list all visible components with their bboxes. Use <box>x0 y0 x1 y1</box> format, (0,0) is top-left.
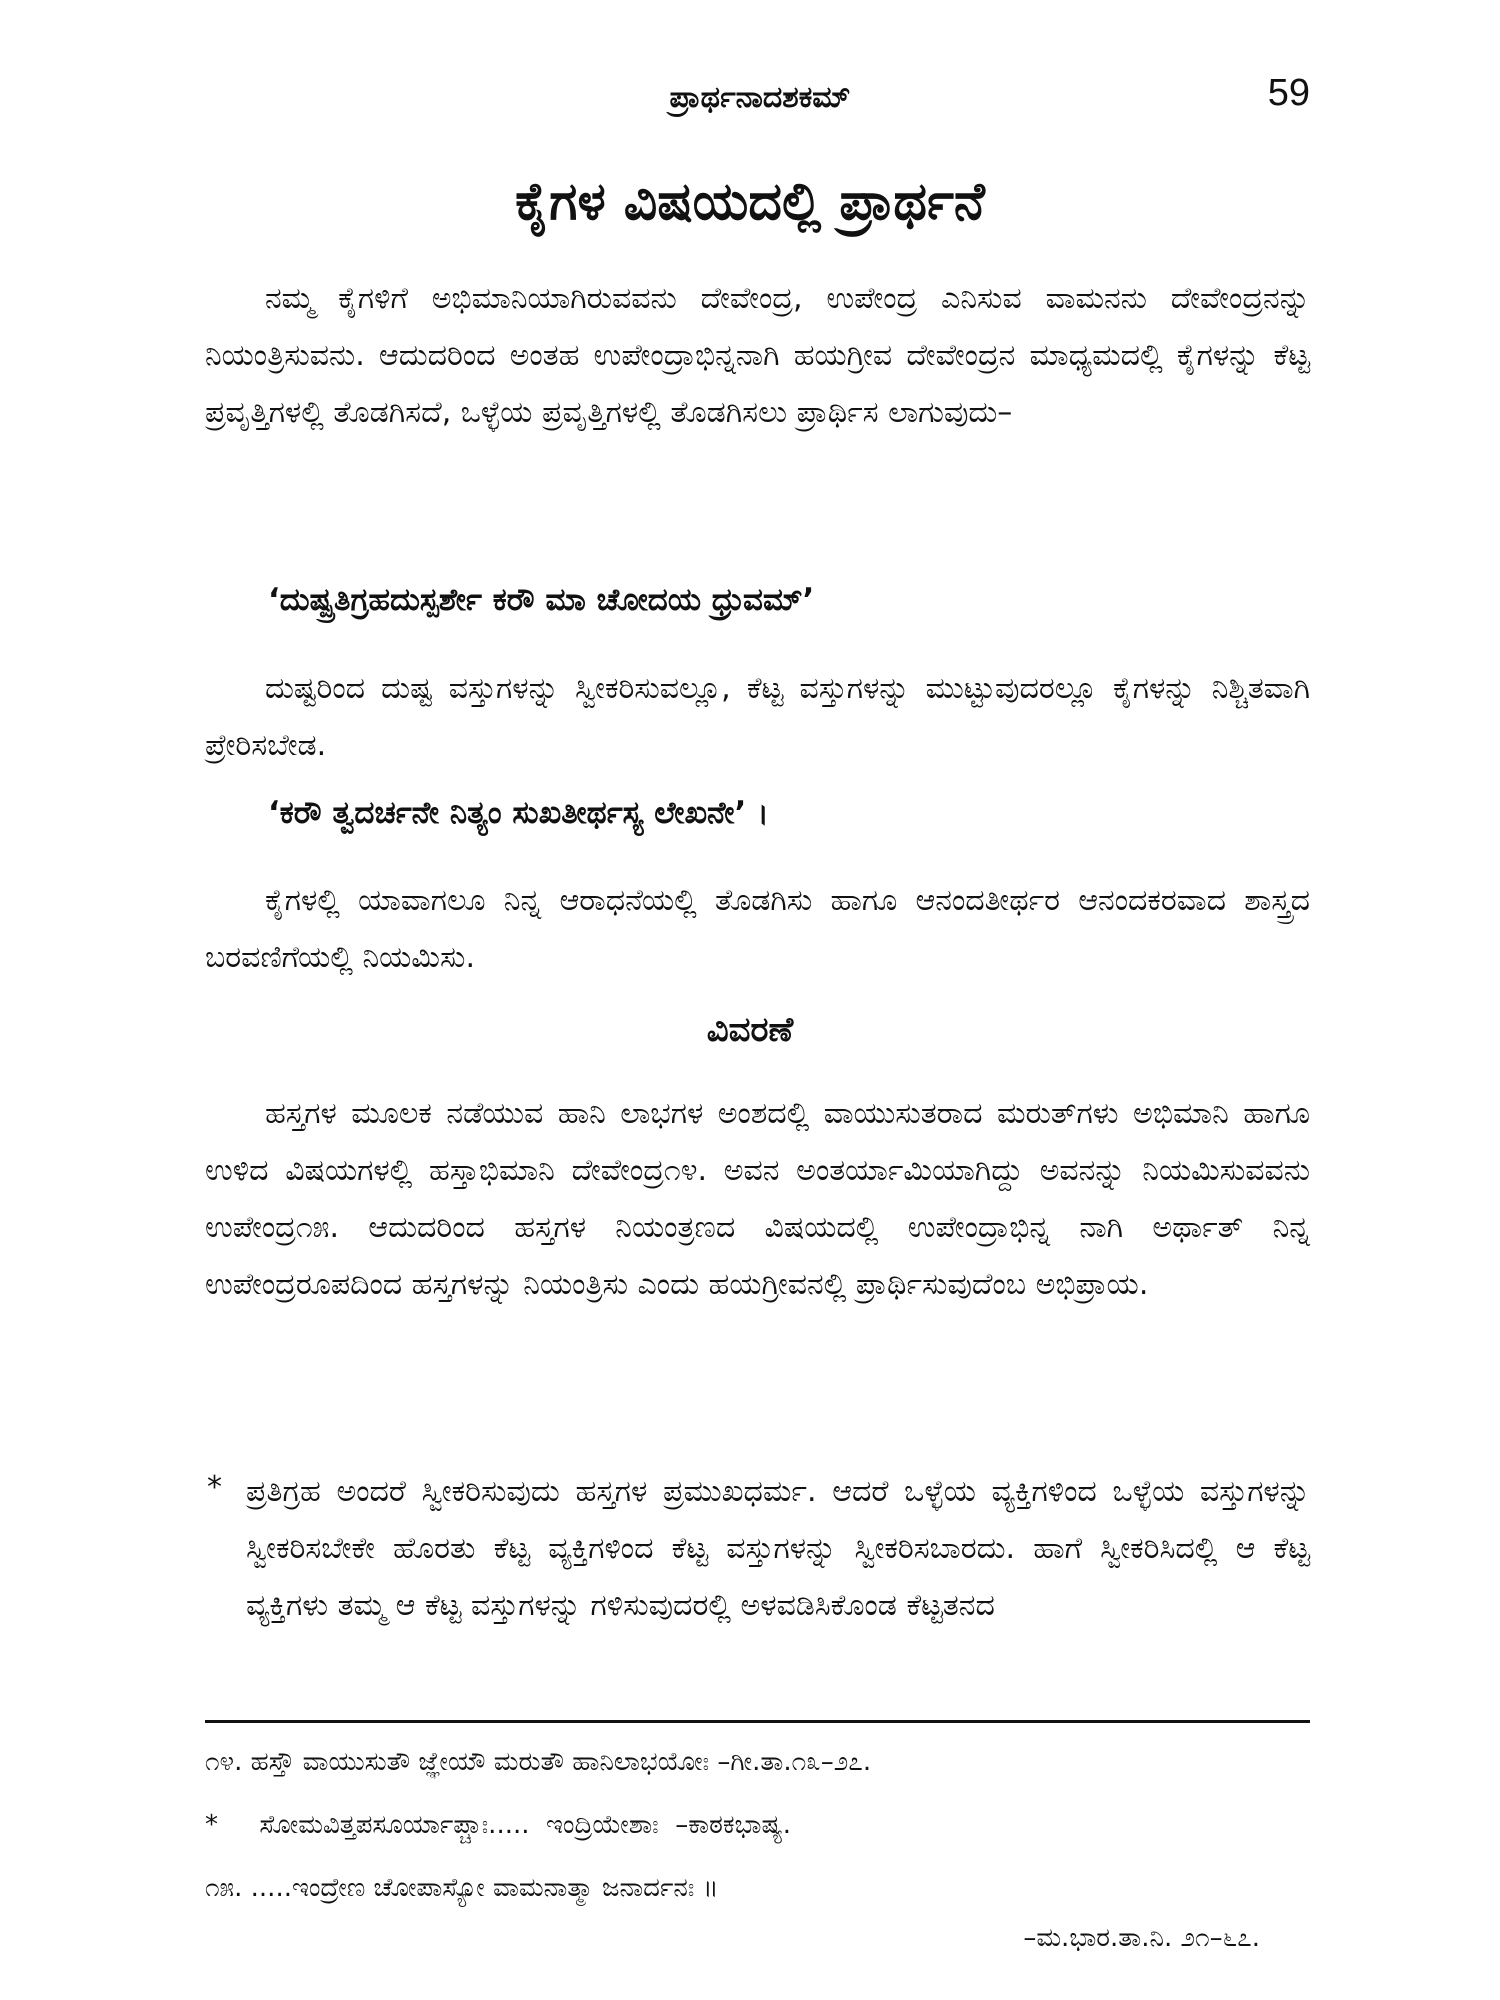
section-heading: ವಿವರಣೆ <box>706 1010 794 1050</box>
verse-line-1: ‘ದುಷ್ಪ್ರತಿಗ್ರಹದುಸ್ಪರ್ಶೇ ಕರೌ ಮಾ ಚೋದಯ ಧ್ರುವಮ್’ <box>268 582 815 618</box>
footnote-15: ೧೫. .....ಇಂದ್ರೇಣ ಚೋಪಾಸ್ಯೋ ವಾಮನಾತ್ಮಾ ಜನಾರ್ದನಃ ॥ <box>205 1873 719 1903</box>
footnote-divider <box>205 1720 1310 1723</box>
verse-line-2: ‘ಕರೌ ತ್ವದರ್ಚನೇ ನಿತ್ಯಂ ಸುಖತೀರ್ಥಸ್ಯ ಲೇಖನೇ’ । <box>268 795 769 831</box>
running-header-title: ಪ್ರಾರ್ಥನಾದಶಕಮ್ <box>669 80 851 115</box>
verse-2-meaning: ಕೈಗಳಲ್ಲಿ ಯಾವಾಗಲೂ ನಿನ್ನ ಆರಾಧನೆಯಲ್ಲಿ ತೊಡಗಿಸು ಹಾಗೂ ಆನಂದತೀರ್ಥರ ಆನಂದಕರವಾದ ಶಾಸ್ತ್ರದ ಬರವಣಿಗೆಯಲ್ಲಿ ನಿಯಮಿಸು. <box>205 883 1310 975</box>
bullet-marker: * <box>207 1470 222 1505</box>
verse-1-meaning: ದುಷ್ಟರಿಂದ ದುಷ್ಟ ವಸ್ತುಗಳನ್ನು ಸ್ವೀಕರಿಸುವಲ್ಲೂ, ಕೆಟ್ಟ ವಸ್ತುಗಳನ್ನು ಮುಟ್ಟುವುದರಲ್ಲೂ ಕೈಗಳನ್ನು ನಿಶ್ಚಿತವಾಗಿ ಪ್ರೇರಿಸಬೇಡ. <box>205 671 1310 763</box>
page-title: ಕೈಗಳ ವಿಷಯದಲ್ಲಿ ಪ್ರಾರ್ಥನೆ <box>515 172 985 232</box>
bullet-paragraph: ಪ್ರತಿಗ್ರಹ ಅಂದರೆ ಸ್ವೀಕರಿಸುವುದು ಹಸ್ತಗಳ ಪ್ರಮುಖಧರ್ಮ. ಆದರೆ ಒಳ್ಳೆಯ ವ್ಯಕ್ತಿಗಳಿಂದ ಒಳ್ಳೆಯ ವಸ್ತುಗಳನ್ನು ಸ್ವೀಕರಿಸಬೇಕೇ ಹೊರತು ಕೆಟ್ಟ ವ್ಯಕ್ತಿಗಳಿಂದ ಕೆಟ್ಟ ವಸ್ತುಗಳನ್ನು ಸ್ವೀಕರಿಸಬಾರದು. ಹಾಗೆ ಸ್ವೀಕರಿಸಿದಲ್ಲಿ ಆ ಕೆಟ್ಟ ವ್ಯಕ್ತಿಗಳು ತಮ್ಮ ಆ ಕೆಟ್ಟ ವಸ್ತುಗಳನ್ನು ಗಳಿಸುವುದರಲ್ಲಿ ಅಳವಡಿಸಿಕೊಂಡ ಕೆಟ್ಟತನದ <box>246 1474 1310 1623</box>
footnote-14: ೧೪. ಹಸ್ತೌ ವಾಯುಸುತೌ ಜ್ಞೇಯೌ ಮರುತೌ ಹಾನಿಲಾಭಯೋಃ –ಗೀ.ತಾ.೧೩–೨೭. <box>205 1747 872 1777</box>
explanation-paragraph: ಹಸ್ತಗಳ ಮೂಲಕ ನಡೆಯುವ ಹಾನಿ ಲಾಭಗಳ ಅಂಶದಲ್ಲಿ ವಾಯುಸುತರಾದ ಮರುತ್‌ಗಳು ಅಭಿಮಾನಿ ಹಾಗೂ ಉಳಿದ ವಿಷಯಗಳಲ್ಲಿ ಹಸ್ತಾಭಿಮಾನಿ ದೇವೇಂದ್ರ೧೪. ಅವನ ಅಂತರ್ಯಾಮಿಯಾಗಿದ್ದು ಅವನನ್ನು ನಿಯಮಿಸುವವನು ಉಪೇಂದ್ರ೧೫. ಆದುದರಿಂದ ಹಸ್ತಗಳ ನಿಯಂತ್ರಣದ ವಿಷಯದಲ್ಲಿ ಉಪೇಂದ್ರಾಭಿನ್ನ ನಾಗಿ ಅರ್ಥಾತ್ ನಿನ್ನ ಉಪೇಂದ್ರರೂಪದಿಂದ ಹಸ್ತಗಳನ್ನು ನಿಯಂತ್ರಿಸು ಎಂದು ಹಯಗ್ರೀವನಲ್ಲಿ ಪ್ರಾರ್ಥಿಸುವುದೆಂಬ ಅಭಿಪ್ರಾಯ. <box>205 1096 1310 1302</box>
intro-paragraph: ನಮ್ಮ ಕೈಗಳಿಗೆ ಅಭಿಮಾನಿಯಾಗಿರುವವನು ದೇವೇಂದ್ರ, ಉಪೇಂದ್ರ ಎನಿಸುವ ವಾಮನನು ದೇವೇಂದ್ರನನ್ನು ನಿಯಂತ್ರಿಸುವನು. ಆದುದರಿಂದ ಅಂತಹ ಉಪೇಂದ್ರಾಭಿನ್ನನಾಗಿ ಹಯಗ್ರೀವ ದೇವೇಂದ್ರನ ಮಾಧ್ಯಮದಲ್ಲಿ ಕೈಗಳನ್ನು ಕೆಟ್ಟ ಪ್ರವೃತ್ತಿಗಳಲ್ಲಿ ತೊಡಗಿಸದೆ, ಒಳ್ಳೆಯ ಪ್ರವೃತ್ತಿಗಳಲ್ಲಿ ತೊಡಗಿಸಲು ಪ್ರಾರ್ಥಿಸ ಲಾಗುವುದು– <box>205 281 1310 430</box>
footnote-15-source: –ಮ.ಭಾರ.ತಾ.ನಿ. ೨೧–೬೭. <box>1023 1923 1260 1953</box>
footnote-star: * ಸೋಮವಿತ್ತಪಸೂರ್ಯಾಪ್ಚಾಃ..... ಇಂದ್ರಿಯೇಶಾಃ –ಕಾಠಕಭಾಷ್ಯ. <box>205 1810 791 1840</box>
page-number: 59 <box>1267 72 1310 114</box>
